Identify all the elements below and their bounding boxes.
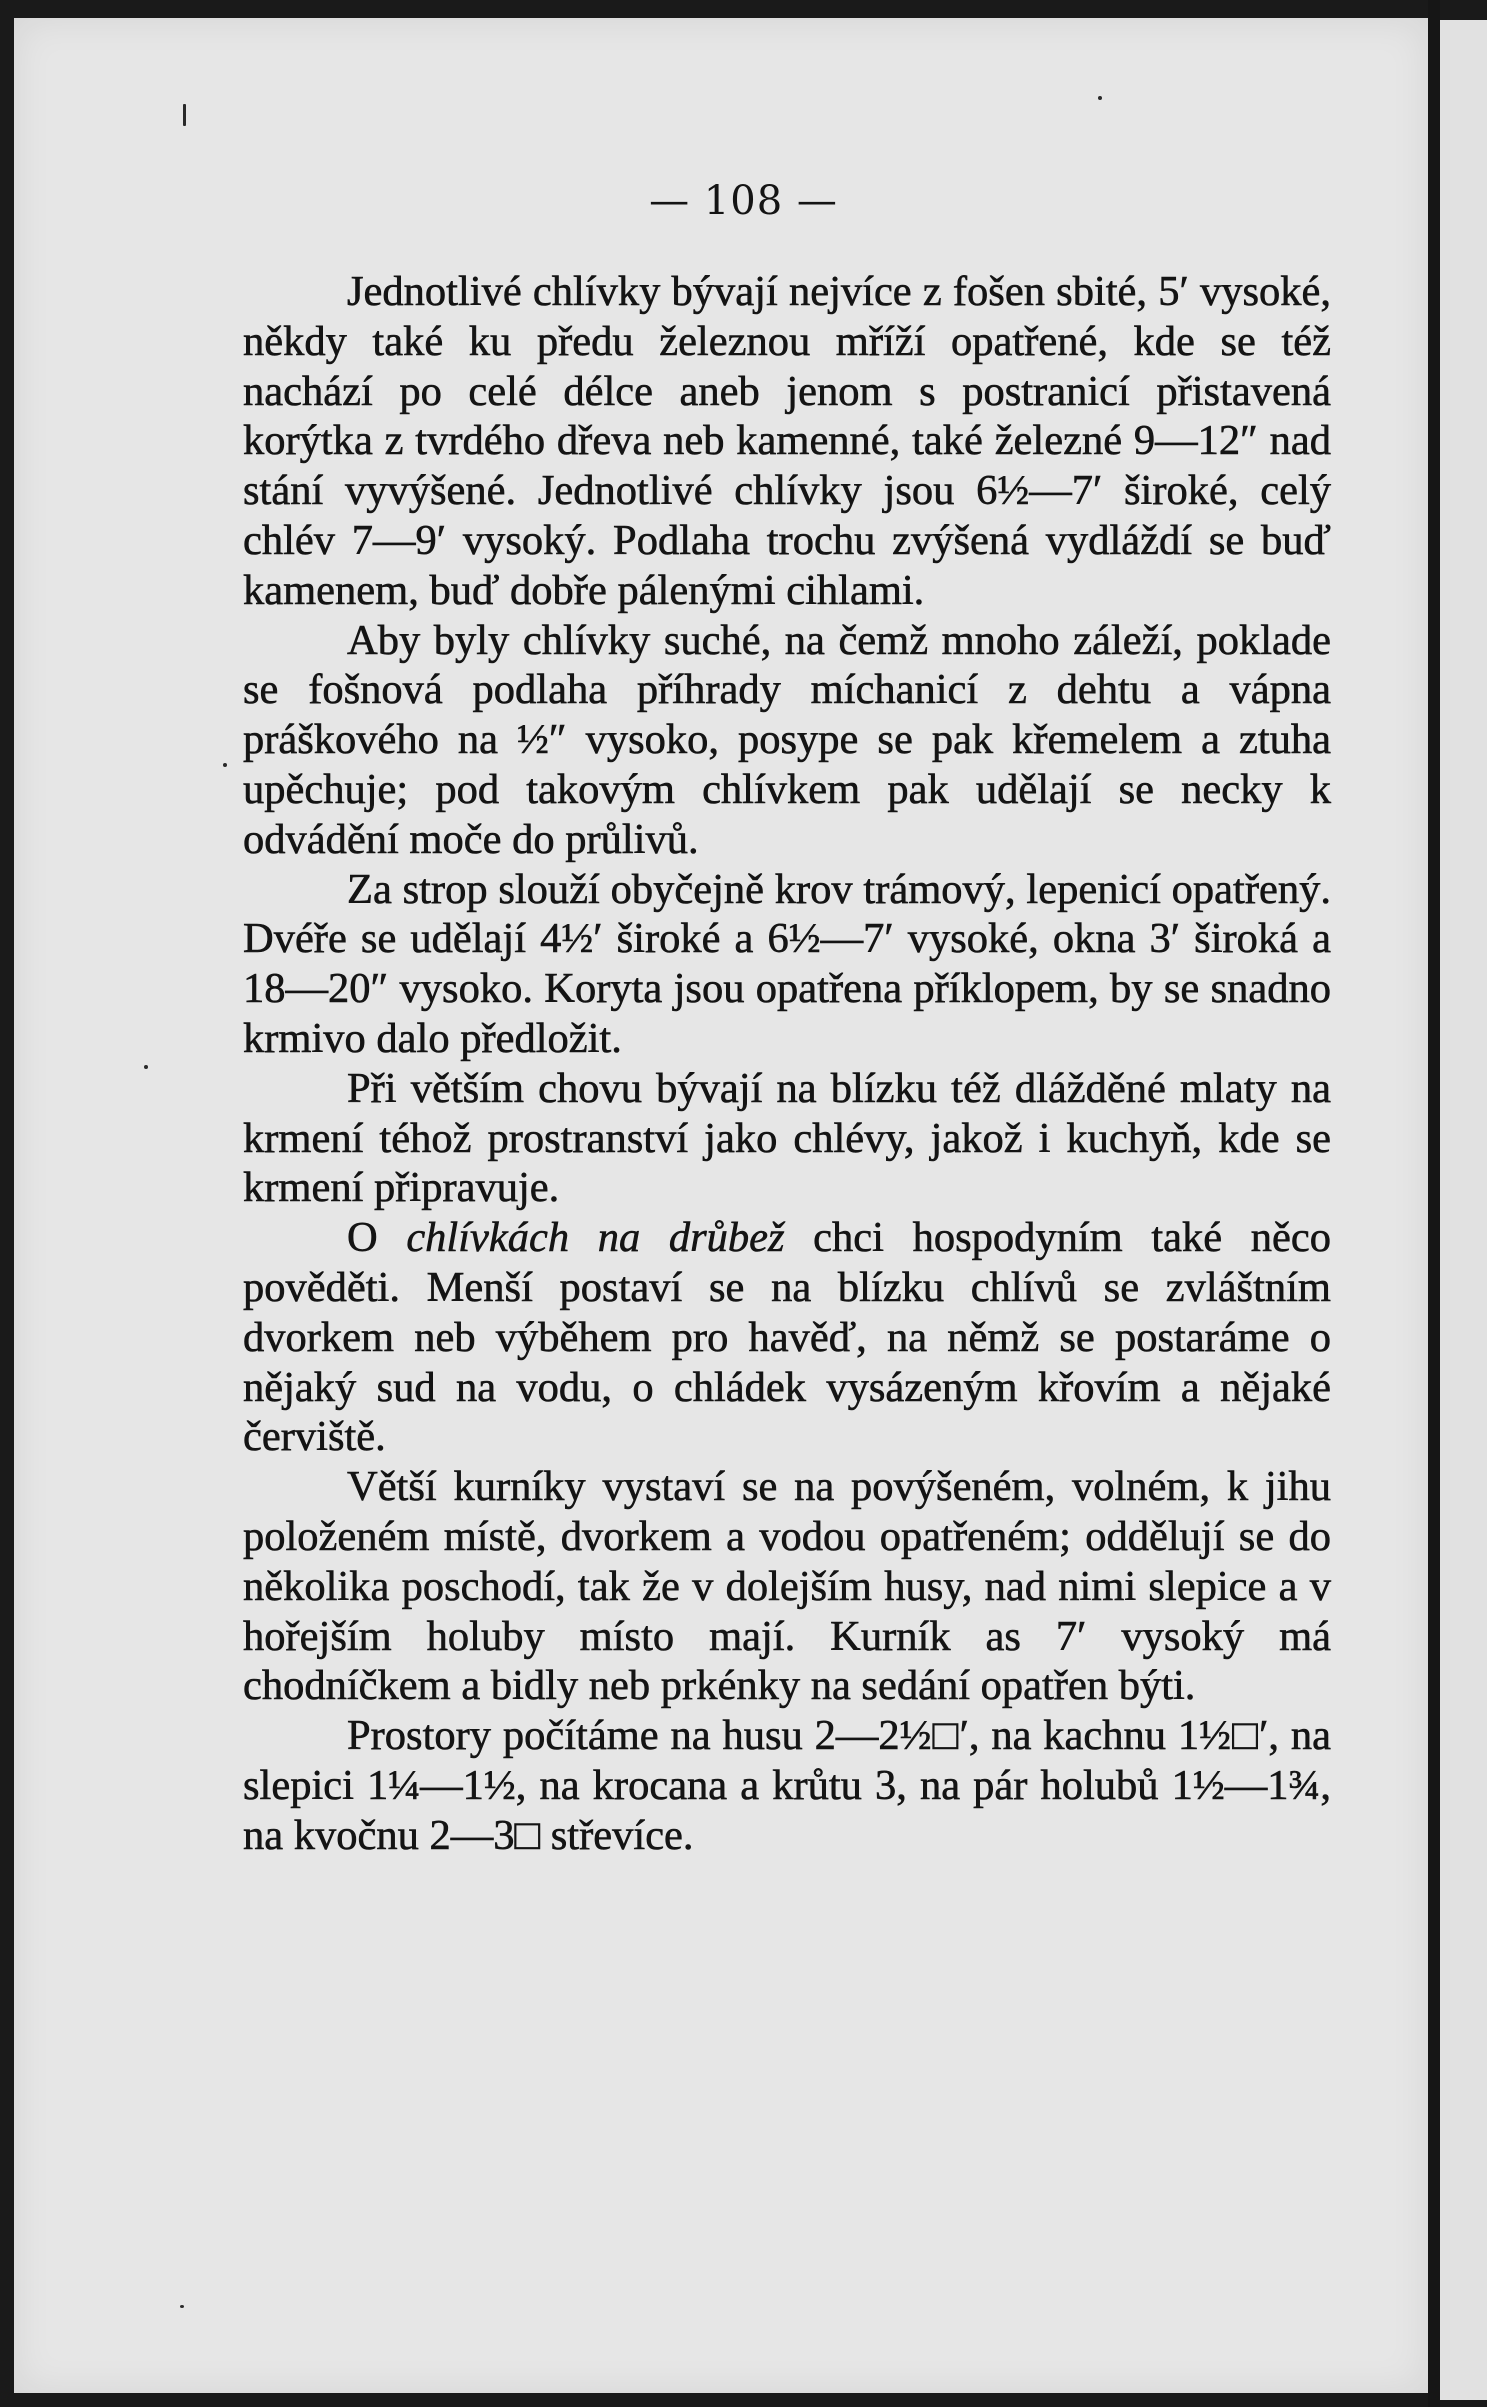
binding-gutter [1428, 0, 1440, 2407]
facing-page-edge [1440, 20, 1487, 2400]
body-text [243, 267, 1331, 1861]
page-speck [180, 2305, 184, 2308]
page-speck [144, 1065, 148, 1069]
paragraph: O chlívkách na drůbež chci hospodyním také něco pověděti. Menší postaví se na blízku chlívů se zvláštním dvorkem neb výběhem pro havěď, na němž se postaráme o nějaký sud na vodu, o chládek vysázeným křovím a nějaké červiště. [243, 1214, 1331, 1461]
page-speck [223, 763, 227, 767]
paragraph: Aby byly chlívky suché, na čemž mnoho záleží, poklade se fošnová podlaha příhrady míchanicí z dehtu a vápna práškového na ½″ vysoko, posype se pak křemelem a ztuha upěchuje; pod takovým chlívkem pak udělají se necky k odvádění moče do průlivů. [243, 616, 1331, 863]
paragraph: Jednotlivé chlívky bývají nejvíce z fošen sbité, 5′ vysoké, někdy také ku předu železnou mříží opatřené, kde se též nachází po celé délce aneb jenom s postranicí přistavená korýtka z tvrdého dřeva neb kamenné, také železné 9—12″ nad stání vyvýšené. Jednotlivé chlívky jsou 6½—7′ široké, celý chlév 7—9′ vysoký. Podlaha trochu zvýšená vydláždí se buď kamenem, buď dobře pálenými cihlami. [243, 268, 1331, 614]
page-number: — 108 — [649, 178, 838, 224]
paragraph: Větší kurníky vystaví se na povýšeném, volném, k jihu položeném místě, dvorkem a vodou opatřeném; oddělují se do několika poschodí, tak že v dolejším husy, nad nimi slepice a v hořejším holuby místo mají. Kurník as 7′ vysoký má chodníčkem a bidly neb prkénky na sedání opatřen býti. [243, 1463, 1331, 1710]
page-speck [1098, 96, 1102, 100]
emphasized-phrase: chlívkách na drůbež [406, 1214, 785, 1262]
paragraph: Za strop slouží obyčejně krov trámový, lepenicí opatřený. Dvéře se udělají 4½′ široké a 6½—7′ vysoké, okna 3′ široká a 18—20″ vysoko. Koryta jsou opatřena příklopem, by se snadno krmivo dalo předložit. [243, 865, 1331, 1062]
page-speck [183, 104, 186, 126]
paragraph: Při větším chovu bývají na blízku též dlážděné mlaty na krmení téhož prostranství jako chlévy, jakož i kuchyň, kde se krmení připravuje. [243, 1064, 1331, 1212]
paragraph: Prostory počítáme na husu 2—2½□′, na kachnu 1½□′, na slepici 1¼—1½, na krocana a krůtu 3, na pár holubů 1½—1¾, na kvočnu 2—3□ střevíce. [243, 1712, 1331, 1859]
